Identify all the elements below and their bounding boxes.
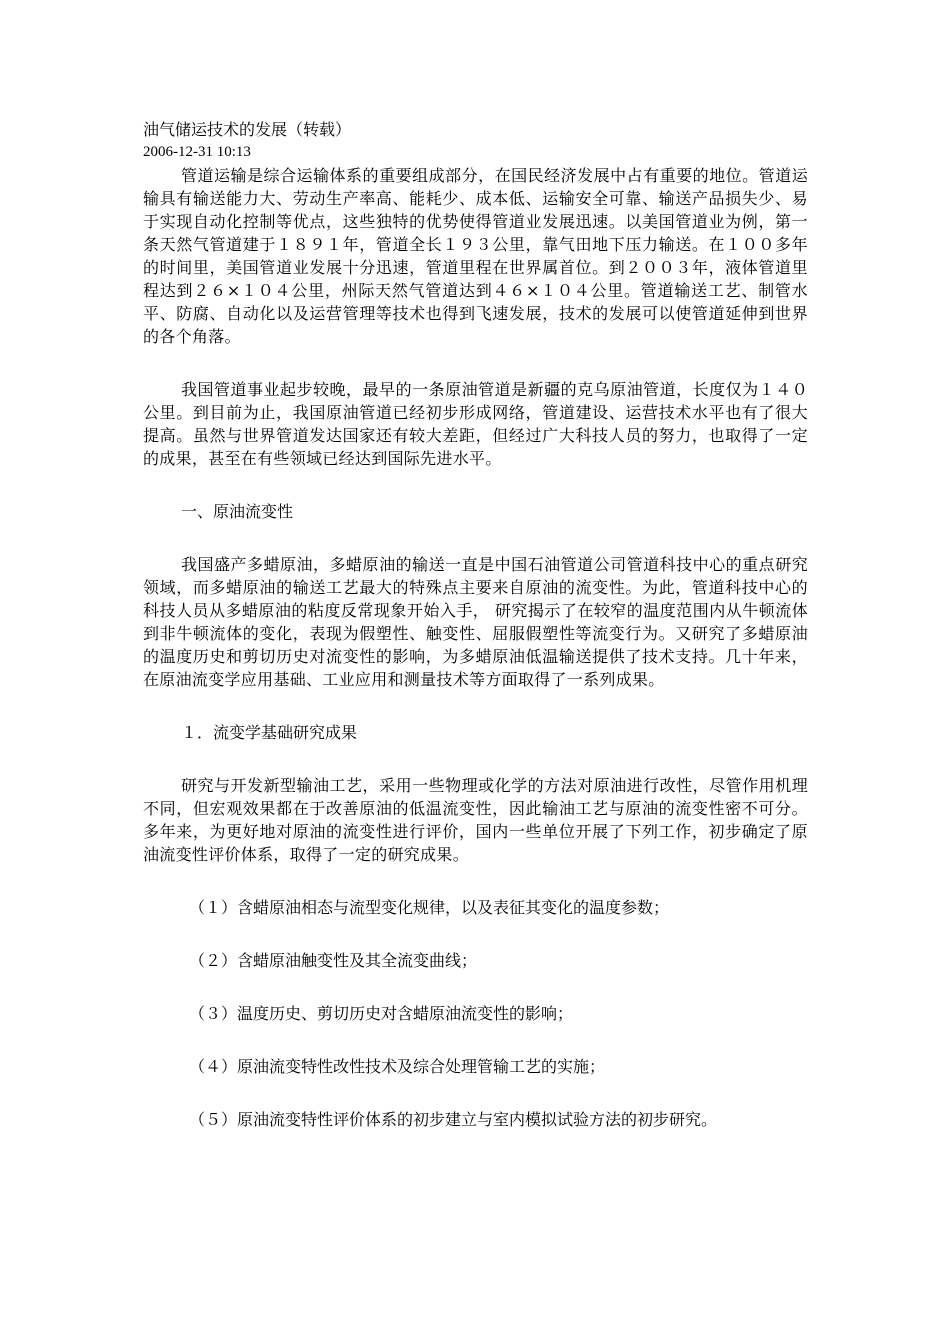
list-item: （５）原油流变特性评价体系的初步建立与室内模拟试验方法的初步研究。	[189, 1110, 718, 1129]
document-title: 油气储运技术的发展（转载）	[143, 120, 352, 139]
paragraph-gap	[143, 866, 808, 896]
list-item: （１）含蜡原油相态与流型变化规律，以及表征其变化的温度参数；	[189, 898, 670, 917]
paragraph-gap	[143, 348, 808, 378]
paragraph-gap	[143, 1078, 808, 1108]
paragraph-gap	[143, 523, 808, 553]
list-item: （４）原油流变特性改性技术及综合处理管输工艺的实施；	[189, 1057, 606, 1076]
paragraph-intro: 管道运输是综合运输体系的重要组成部分，在国民经济发展中占有重要的地位。管道运输具有输送能力大、劳动生产率高、能耗少、成本低、运输安全可靠、输送产品损失少、易于实现自动化控制等优点，这些独特的优势使得管道业发展迅速。以美国管道业为例，第一条天然气管道建于１８９１年，管道全长１９３公里，靠气田地下压力输送。在１００多年的时间里，美国管道业发展十分迅速，管道里程在世界属首位。到２００３年，液体管道里程达到２６×１０４公里，州际天然气管道达到４６×１０４公里。管道输送工艺、制管水平、防腐、自动化以及运营管理等技术也得到飞速发展，技术的发展可以使管道延伸到世界的各个角落。	[143, 166, 808, 346]
paragraph-gap	[143, 691, 808, 721]
section-heading-rheology: 一、原油流变性	[181, 502, 294, 521]
paragraph-research-development: 研究与开发新型输油工艺，采用一些物理或化学的方法对原油进行改性，尽管作用机理不同，但宏观效果都在于改善原油的低温流变性，因此输油工艺与原油的流变性密不可分。多年来，为更好地对原油的流变性进行评价，国内一些单位开展了下列工作，初步确定了原油流变性评价体系，取得了一定的研究成果。	[143, 776, 808, 864]
paragraph-gap	[143, 470, 808, 500]
paragraph-gap	[143, 744, 808, 774]
subsection-heading-basic-research: １．流变学基础研究成果	[181, 723, 358, 742]
list-item: （２）含蜡原油触变性及其全流变曲线；	[189, 951, 478, 970]
document-body	[143, 118, 808, 1131]
paragraph-waxy-crude: 我国盛产多蜡原油，多蜡原油的输送一直是中国石油管道公司管道科技中心的重点研究领域，而多蜡原油的输送工艺最大的特殊点主要来自原油的流变性。为此，管道科技中心的科技人员从多蜡原油的粘度反常现象开始入手， 研究揭示了在较窄的温度范围内从牛顿流体到非牛顿流体的变化，表现为假塑性、触变性、屈服假塑性等流变行为。又研究了多蜡原油的温度历史和剪切历史对流变性的影响，为多蜡原油低温输送提供了技术支持。几十年来，在原油流变学应用基础、工业应用和测量技术等方面取得了一系列成果。	[143, 555, 808, 689]
paragraph-gap	[143, 919, 808, 949]
paragraph-china-pipelines: 我国管道事业起步较晚，最早的一条原油管道是新疆的克乌原油管道，长度仅为１４０公里。到目前为止，我国原油管道已经初步形成网络，管道建设、运营技术水平也有了很大提高。虽然与世界管道发达国家还有较大差距，但经过广大科技人员的努力，也取得了一定的成果，甚至在有些领域已经达到国际先进水平。	[143, 380, 808, 468]
paragraph-gap	[143, 972, 808, 1002]
document-date: 2006-12-31 10:13	[143, 144, 251, 160]
list-item: （３）温度历史、剪切历史对含蜡原油流变性的影响；	[189, 1004, 574, 1023]
paragraph-gap	[143, 1025, 808, 1055]
